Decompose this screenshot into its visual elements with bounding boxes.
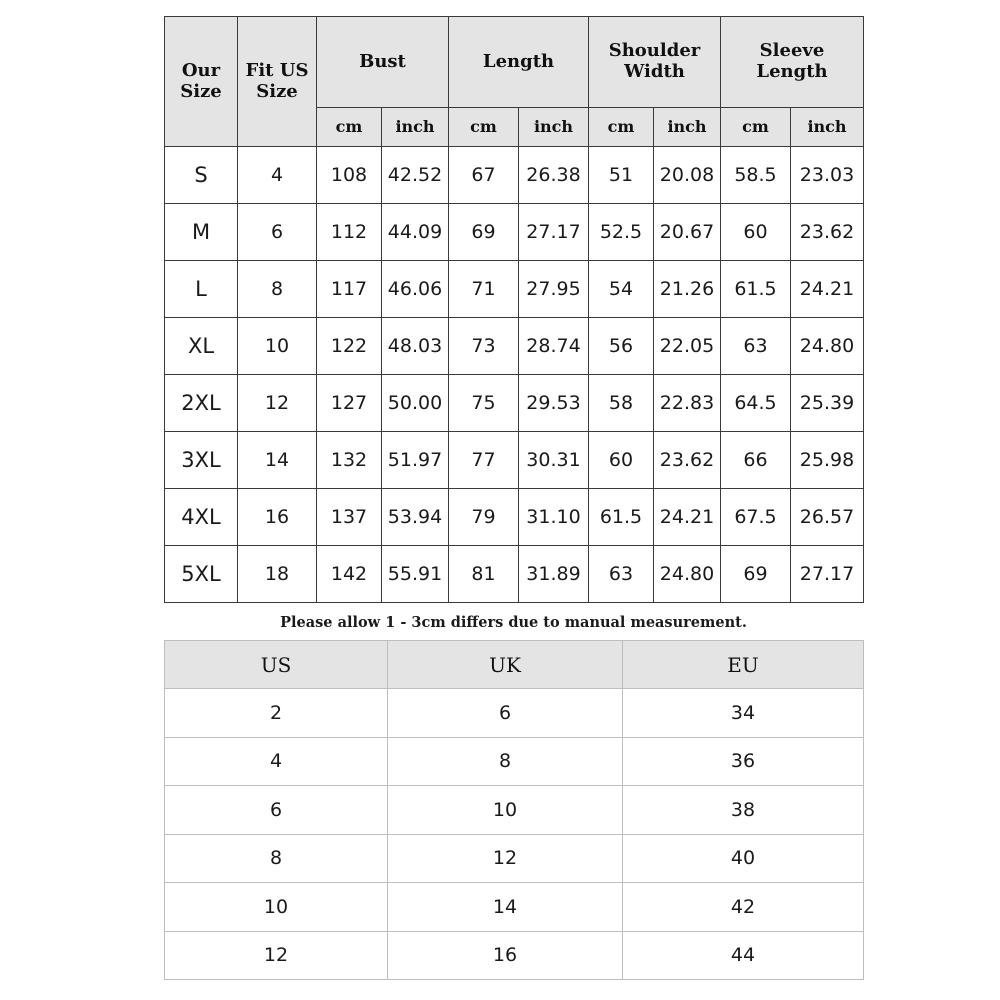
cell-bust-cm: 117 (317, 261, 382, 318)
cell-length-cm: 77 (449, 432, 519, 489)
cell-shoulder-cm: 60 (589, 432, 654, 489)
cell-length-inch: 28.74 (519, 318, 589, 375)
header-fit-us-size: Fit US Size (238, 17, 317, 147)
cell-sleeve-cm: 66 (721, 432, 791, 489)
cell-us: 6 (165, 786, 388, 835)
cell-sleeve-inch: 24.21 (791, 261, 864, 318)
unit-inch: inch (791, 108, 864, 147)
cell-shoulder-cm: 63 (589, 546, 654, 603)
cell-uk: 16 (388, 931, 623, 980)
cell-uk: 14 (388, 883, 623, 932)
cell-our-size: 3XL (165, 432, 238, 489)
unit-inch: inch (382, 108, 449, 147)
table-row (165, 375, 864, 432)
table-row (165, 546, 864, 603)
measurement-note: Please allow 1 - 3cm differs due to manual measurement. (280, 614, 747, 631)
cell-our-size: XL (165, 318, 238, 375)
cell-sleeve-cm: 69 (721, 546, 791, 603)
unit-cm: cm (449, 108, 519, 147)
cell-shoulder-cm: 58 (589, 375, 654, 432)
cell-bust-inch: 44.09 (382, 204, 449, 261)
cell-sleeve-cm: 60 (721, 204, 791, 261)
header-uk: UK (388, 641, 623, 689)
cell-length-cm: 71 (449, 261, 519, 318)
cell-length-inch: 27.17 (519, 204, 589, 261)
header-bust: Bust (317, 17, 449, 108)
cell-fit-us-size: 8 (238, 261, 317, 318)
cell-uk: 8 (388, 737, 623, 786)
unit-inch: inch (519, 108, 589, 147)
unit-cm: cm (317, 108, 382, 147)
unit-cm: cm (721, 108, 791, 147)
cell-length-cm: 67 (449, 147, 519, 204)
cell-us: 2 (165, 689, 388, 738)
cell-our-size: L (165, 261, 238, 318)
cell-bust-cm: 112 (317, 204, 382, 261)
cell-shoulder-inch: 21.26 (654, 261, 721, 318)
cell-bust-inch: 51.97 (382, 432, 449, 489)
header-shoulder-width: Shoulder Width (589, 17, 721, 108)
table-row (165, 737, 864, 786)
cell-our-size: 4XL (165, 489, 238, 546)
header-eu: EU (623, 641, 864, 689)
cell-length-cm: 79 (449, 489, 519, 546)
table-row (165, 883, 864, 932)
cell-shoulder-inch: 20.67 (654, 204, 721, 261)
table-row (165, 318, 864, 375)
cell-our-size: M (165, 204, 238, 261)
cell-length-cm: 73 (449, 318, 519, 375)
cell-sleeve-inch: 24.80 (791, 318, 864, 375)
cell-sleeve-inch: 25.98 (791, 432, 864, 489)
cell-eu: 38 (623, 786, 864, 835)
cell-bust-cm: 127 (317, 375, 382, 432)
cell-shoulder-inch: 22.05 (654, 318, 721, 375)
cell-eu: 40 (623, 834, 864, 883)
cell-sleeve-inch: 23.03 (791, 147, 864, 204)
cell-our-size: 5XL (165, 546, 238, 603)
cell-us: 10 (165, 883, 388, 932)
cell-uk: 10 (388, 786, 623, 835)
cell-bust-inch: 55.91 (382, 546, 449, 603)
cell-eu: 36 (623, 737, 864, 786)
cell-sleeve-cm: 61.5 (721, 261, 791, 318)
cell-sleeve-inch: 23.62 (791, 204, 864, 261)
cell-shoulder-cm: 52.5 (589, 204, 654, 261)
size-chart-header-row (165, 17, 864, 108)
cell-fit-us-size: 10 (238, 318, 317, 375)
table-row (165, 931, 864, 980)
cell-shoulder-cm: 51 (589, 147, 654, 204)
cell-fit-us-size: 6 (238, 204, 317, 261)
size-conversion-table (164, 640, 864, 980)
cell-fit-us-size: 12 (238, 375, 317, 432)
cell-sleeve-cm: 67.5 (721, 489, 791, 546)
cell-shoulder-cm: 56 (589, 318, 654, 375)
cell-bust-cm: 108 (317, 147, 382, 204)
cell-shoulder-inch: 24.21 (654, 489, 721, 546)
cell-bust-inch: 42.52 (382, 147, 449, 204)
table-row (165, 147, 864, 204)
cell-bust-cm: 142 (317, 546, 382, 603)
cell-length-inch: 31.10 (519, 489, 589, 546)
table-row (165, 834, 864, 883)
cell-length-inch: 27.95 (519, 261, 589, 318)
cell-sleeve-inch: 27.17 (791, 546, 864, 603)
cell-sleeve-inch: 25.39 (791, 375, 864, 432)
cell-shoulder-cm: 61.5 (589, 489, 654, 546)
cell-bust-cm: 122 (317, 318, 382, 375)
cell-length-cm: 69 (449, 204, 519, 261)
table-row (165, 489, 864, 546)
cell-shoulder-inch: 24.80 (654, 546, 721, 603)
cell-us: 8 (165, 834, 388, 883)
header-length: Length (449, 17, 589, 108)
cell-fit-us-size: 16 (238, 489, 317, 546)
header-our-size: Our Size (165, 17, 238, 147)
cell-fit-us-size: 14 (238, 432, 317, 489)
cell-our-size: 2XL (165, 375, 238, 432)
cell-eu: 42 (623, 883, 864, 932)
cell-bust-inch: 48.03 (382, 318, 449, 375)
cell-shoulder-cm: 54 (589, 261, 654, 318)
cell-bust-inch: 50.00 (382, 375, 449, 432)
cell-shoulder-inch: 20.08 (654, 147, 721, 204)
cell-uk: 6 (388, 689, 623, 738)
cell-shoulder-inch: 22.83 (654, 375, 721, 432)
unit-cm: cm (589, 108, 654, 147)
cell-length-inch: 29.53 (519, 375, 589, 432)
cell-length-inch: 30.31 (519, 432, 589, 489)
cell-fit-us-size: 4 (238, 147, 317, 204)
cell-bust-inch: 53.94 (382, 489, 449, 546)
cell-sleeve-cm: 63 (721, 318, 791, 375)
table-row (165, 786, 864, 835)
cell-us: 12 (165, 931, 388, 980)
cell-bust-cm: 137 (317, 489, 382, 546)
cell-us: 4 (165, 737, 388, 786)
cell-uk: 12 (388, 834, 623, 883)
cell-shoulder-inch: 23.62 (654, 432, 721, 489)
cell-eu: 34 (623, 689, 864, 738)
cell-bust-inch: 46.06 (382, 261, 449, 318)
cell-sleeve-cm: 64.5 (721, 375, 791, 432)
cell-eu: 44 (623, 931, 864, 980)
cell-sleeve-cm: 58.5 (721, 147, 791, 204)
table-row (165, 204, 864, 261)
cell-our-size: S (165, 147, 238, 204)
conversion-header-row (165, 641, 864, 689)
cell-fit-us-size: 18 (238, 546, 317, 603)
cell-sleeve-inch: 26.57 (791, 489, 864, 546)
unit-inch: inch (654, 108, 721, 147)
table-row (165, 689, 864, 738)
header-us: US (165, 641, 388, 689)
cell-length-cm: 75 (449, 375, 519, 432)
cell-length-inch: 26.38 (519, 147, 589, 204)
table-row (165, 261, 864, 318)
cell-bust-cm: 132 (317, 432, 382, 489)
size-chart-table (164, 16, 864, 603)
cell-length-inch: 31.89 (519, 546, 589, 603)
table-row (165, 432, 864, 489)
cell-length-cm: 81 (449, 546, 519, 603)
header-sleeve-length: Sleeve Length (721, 17, 864, 108)
